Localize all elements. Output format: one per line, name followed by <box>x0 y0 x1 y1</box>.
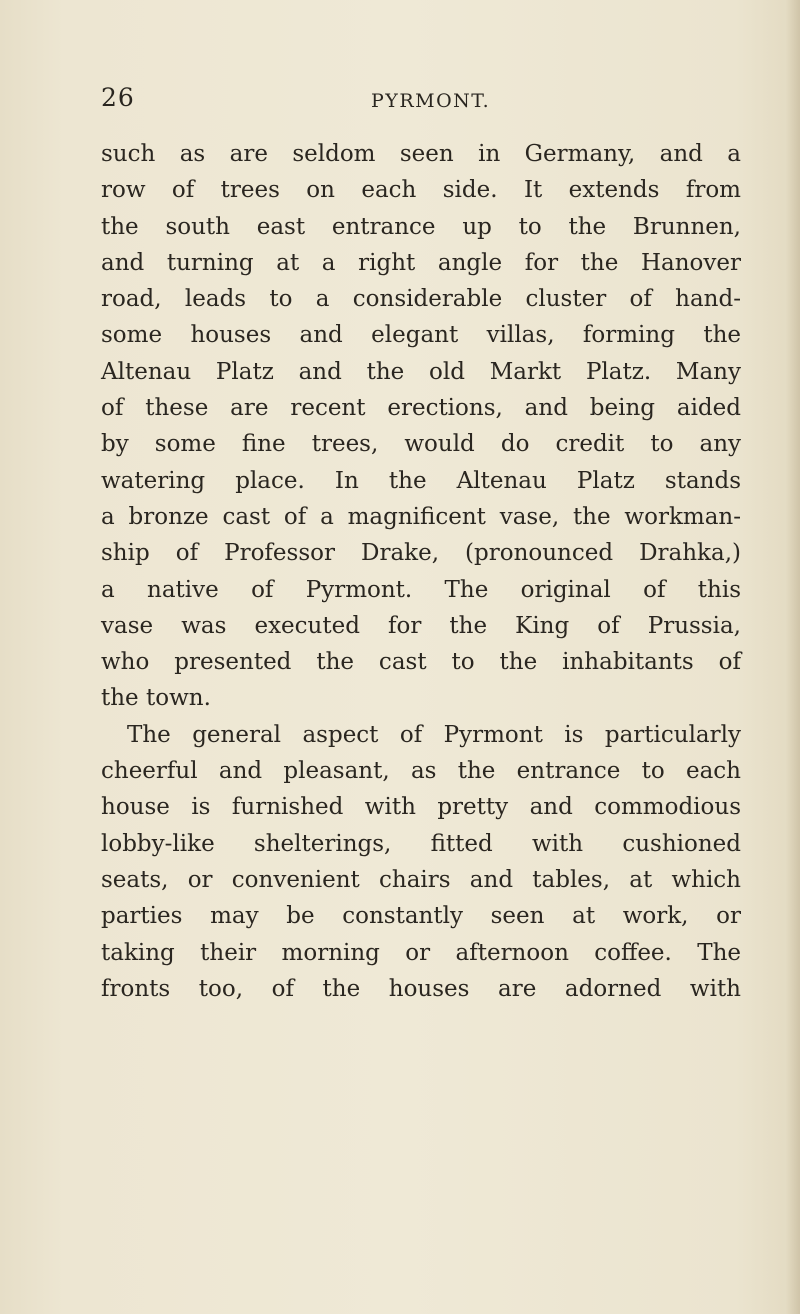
page-number: 26 <box>101 83 135 112</box>
text-line: lobby-like shelterings, fitted with cushioned <box>101 830 741 857</box>
text-line: such as are seldom seen in Germany, and a <box>101 141 741 167</box>
text-line: parties may be constantly seen at work, or <box>101 903 741 930</box>
text-line: ship of Professor Drake, (pronounced Drahka,) <box>101 540 741 567</box>
page-edge-shadow <box>786 0 800 1314</box>
text-line: watering place. In the Altenau Platz stands <box>101 467 741 494</box>
text-line: the south east entrance up to the Brunnen, <box>101 213 741 240</box>
running-head: PYRMONT. <box>371 90 491 112</box>
text-line: house is furnished with pretty and commodious <box>101 794 741 821</box>
text-line: seats, or convenient chairs and tables, at which <box>101 866 741 893</box>
text-line: The general aspect of Pyrmont is particularly <box>127 721 741 748</box>
text-line: of these are recent erections, and being aided <box>101 395 741 422</box>
text-line: a native of Pyrmont. The original of this <box>101 576 741 603</box>
text-line: by some fine trees, would do credit to any <box>101 431 741 458</box>
body-text <box>101 136 741 1007</box>
page-header <box>101 83 701 119</box>
text-line: some houses and elegant villas, forming the <box>101 322 741 349</box>
text-line: Altenau Platz and the old Markt Platz. Many <box>101 358 741 385</box>
text-line: row of trees on each side. It extends from <box>101 177 741 204</box>
text-line: who presented the cast to the inhabitants of <box>101 649 741 676</box>
text-line: fronts too, of the houses are adorned with <box>101 975 741 1002</box>
text-line: road, leads to a considerable cluster of hand- <box>101 286 741 313</box>
text-line: the town. <box>101 685 211 712</box>
text-line: taking their morning or afternoon coffee. The <box>101 939 741 966</box>
text-line: a bronze cast of a magnificent vase, the workman- <box>101 503 741 530</box>
text-line: vase was executed for the King of Prussia, <box>101 612 741 639</box>
text-line: cheerful and pleasant, as the entrance to each <box>101 758 741 785</box>
text-line: and turning at a right angle for the Hanover <box>101 249 741 276</box>
